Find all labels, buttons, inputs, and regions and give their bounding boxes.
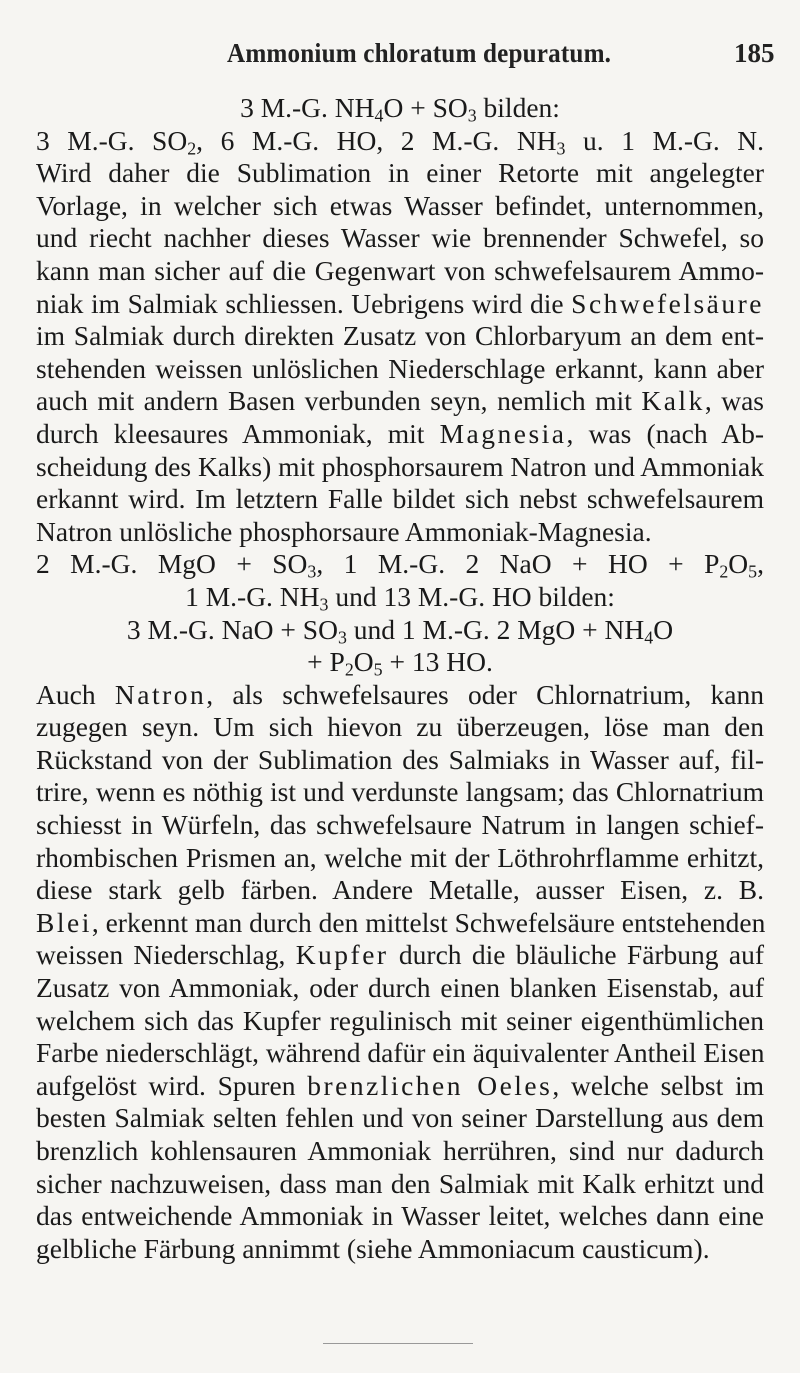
text-line: gelbliche Färbung annimmt (siehe Ammoniacum causticum). [36, 1232, 710, 1264]
text-line: schiesst in Würfeln, das schwefelsaure Natrum in langen schief- [36, 809, 764, 841]
footer-rule [323, 1343, 473, 1344]
text-line: sicher nachzuweisen, dass man den Salmiak mit Kalk erhitzt und [36, 1167, 764, 1199]
text-line: Blei, erkennt man durch den mittelst Schwefelsäure entstehenden [36, 906, 766, 938]
text-line: auch mit andern Basen verbunden seyn, nemlich mit Kalk, was [36, 385, 764, 417]
text-line: Wird daher die Sublimation in einer Retorte mit angelegter [36, 157, 764, 189]
text-line: erkannt wird. Im letztern Falle bildet sich nebst schwefelsaurem [36, 483, 764, 515]
text-line: das entweichende Ammoniak in Wasser leitet, welches dann eine [36, 1200, 764, 1232]
text-line: 3 M.-G. $NH_4O + SO_3$ bilden: [240, 92, 560, 126]
text-line: 3 M.-G. NaO + $SO_3$ und 1 M.-G. 2 MgO + $NH_4O$ [126, 613, 674, 647]
running-header [0, 38, 800, 78]
text-line: 2 M.-G. MgO + $SO_3$, 1 M.-G. 2 NaO + HO + $P_2O_5$, [36, 548, 764, 582]
page-number: 185 [734, 38, 775, 68]
text-line: Rückstand von der Sublimation des Salmiaks in Wasser auf, fil- [36, 743, 764, 775]
text-line: weissen Niederschlag, Kupfer durch die bläuliche Färbung auf [36, 939, 764, 971]
text-line: niak im Salmiak schliessen. Uebrigens wird die Schwefelsäure [36, 287, 764, 319]
body-text [36, 92, 764, 1265]
text-line: Farbe niederschlägt, während dafür ein äquivalenter Antheil Eisen [36, 1037, 765, 1069]
text-line: Vorlage, in welcher sich etwas Wasser befindet, unternommen, [36, 189, 764, 221]
text-line: rhombischen Prismen an, welche mit der Löthrohrflamme erhitzt, [36, 841, 764, 873]
text-line: trire, wenn es nöthig ist und verdunste langsam; das Chlornatrium [36, 776, 764, 808]
text-line: 3 M.-G. $SO_2$, 6 M.-G. HO, 2 M.-G. $NH_3$ u. 1 M.-G. N. [36, 124, 764, 159]
text-line: welchem sich das Kupfer regulinisch mit seiner eigenthümlichen [36, 1004, 764, 1036]
text-line: brenzlich kohlensauren Ammoniak herrühren, sind nur dadurch [36, 1135, 764, 1166]
text-line: + $P_2O_5 + 13$ HO. [307, 646, 493, 680]
text-line: scheidung des Kalks) mit phosphorsaurem Natron und Ammoniak [36, 450, 764, 482]
running-title: Ammonium chloratum depuratum. [227, 38, 612, 68]
text-line: Zusatz von Ammoniak, oder durch einen blanken Eisenstab, auf [36, 972, 764, 1004]
text-line: diese stark gelb färben. Andere Metalle, ausser Eisen, z. B. [36, 874, 764, 906]
text-line: aufgelöst wird. Spuren brenzlichen Oeles, welche selbst im [36, 1069, 764, 1101]
text-line: besten Salmiak selten fehlen und von seiner Darstellung aus dem [36, 1102, 764, 1134]
text-line: stehenden weissen unlöslichen Niederschlage erkannt, kann aber [36, 352, 764, 384]
text-line: 1 M.-G. $NH_3$ und 13 M.-G. HO bilden: [185, 580, 615, 615]
text-line: durch kleesaures Ammoniak, mit Magnesia, was (nach Ab- [36, 417, 764, 449]
text-line: Natron unlösliche phosphorsaure Ammoniak-Magnesia. [36, 515, 652, 547]
text-line: und riecht nachher dieses Wasser wie brennender Schwefel, so [36, 222, 764, 254]
text-line: im Salmiak durch direkten Zusatz von Chlorbaryum an dem ent- [36, 320, 764, 352]
text-line: zugegen seyn. Um sich hievon zu überzeugen, löse man den [36, 711, 764, 743]
text-line: Auch Natron, als schwefelsaures oder Chlornatrium, kann [36, 678, 764, 710]
text-line: kann man sicher auf die Gegenwart von schwefelsaurem Ammo- [36, 254, 764, 286]
